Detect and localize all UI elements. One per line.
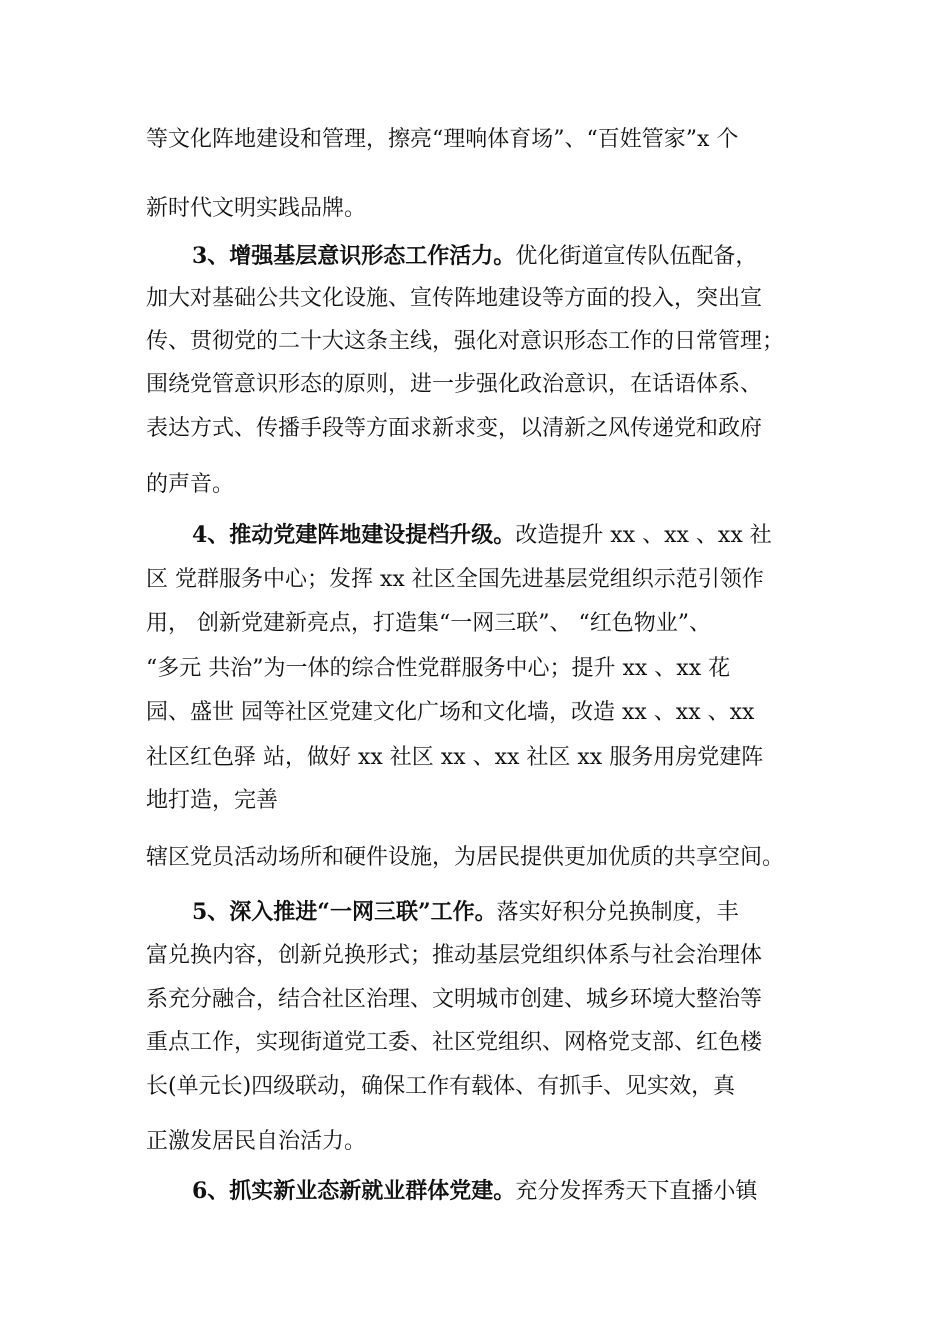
section-4-text: 改造提升 xx 、xx 、xx 社 bbox=[515, 523, 772, 548]
text-line: 系充分融合，结合社区治理、文明城市创建、城乡环境大整治等 bbox=[146, 987, 763, 1012]
section-6-text: 充分发挥秀天下直播小镇 bbox=[515, 1179, 758, 1204]
section-4-heading: 4、推动党建阵地建设提档升级。 bbox=[192, 522, 516, 548]
section-6-heading: 6、抓实新业态新就业群体党建。 bbox=[192, 1178, 516, 1204]
section-5-text: 落实好积分兑换制度，丰 bbox=[496, 900, 739, 925]
section-6-line bbox=[192, 1176, 757, 1206]
text-line: 传、贯彻党的二十大这条主线，强化对意识形态工作的日常管理； bbox=[146, 329, 785, 354]
section-3-line bbox=[192, 241, 757, 271]
section-3-text: 优化街道宣传队伍配备， bbox=[515, 244, 758, 269]
text-line: 富兑换内容，创新兑换形式；推动基层党组织体系与社会治理体 bbox=[146, 943, 763, 968]
text-line: 表达方式、传播手段等方面求新求变，以清新之风传递党和政府 bbox=[146, 416, 763, 441]
text-line: 等文化阵地建设和管理，擦亮“理响体育场”、“百姓管家”x 个 bbox=[146, 127, 739, 152]
section-3-heading: 3、增强基层意识形态工作活力。 bbox=[192, 243, 516, 269]
text-line: 社区红色驿 站，做好 xx 社区 xx 、xx 社区 xx 服务用房党建阵 bbox=[146, 745, 764, 770]
section-5-line bbox=[192, 897, 739, 927]
text-line: “多元 共治”为一体的综合性党群服务中心；提升 xx 、xx 花 bbox=[146, 656, 731, 681]
text-line: 正激发居民自治活力。 bbox=[146, 1129, 367, 1154]
text-line: 围绕党管意识形态的原则，进一步强化政治意识，在话语体系、 bbox=[146, 372, 763, 397]
text-line: 辖区党员活动场所和硬件设施，为居民提供更加优质的共享空间。 bbox=[146, 845, 785, 870]
text-line: 地打造，完善 bbox=[146, 788, 279, 813]
text-line: 加大对基础公共文化设施、宣传阵地建设等方面的投入，突出宣 bbox=[146, 286, 763, 311]
text-line: 区 党群服务中心；发挥 xx 社区全国先进基层党组织示范引领作 bbox=[146, 567, 764, 592]
section-5-heading: 5、深入推进“一网三联”工作。 bbox=[192, 899, 497, 925]
text-line: 重点工作，实现街道党工委、社区党组织、网格党支部、红色楼 bbox=[146, 1030, 763, 1055]
text-line: 长(单元长)四级联动，确保工作有载体、有抓手、见实效，真 bbox=[146, 1074, 736, 1099]
text-line: 园、盛世 园等社区党建文化广场和文化墙，改造 xx 、xx 、xx bbox=[146, 700, 755, 725]
section-4-line bbox=[192, 520, 772, 550]
text-line: 用， 创新党建新亮点，打造集“一网三联”、 “红色物业”、 bbox=[146, 611, 711, 636]
text-line: 新时代文明实践品牌。 bbox=[146, 196, 367, 221]
text-line: 的声音。 bbox=[146, 472, 235, 497]
